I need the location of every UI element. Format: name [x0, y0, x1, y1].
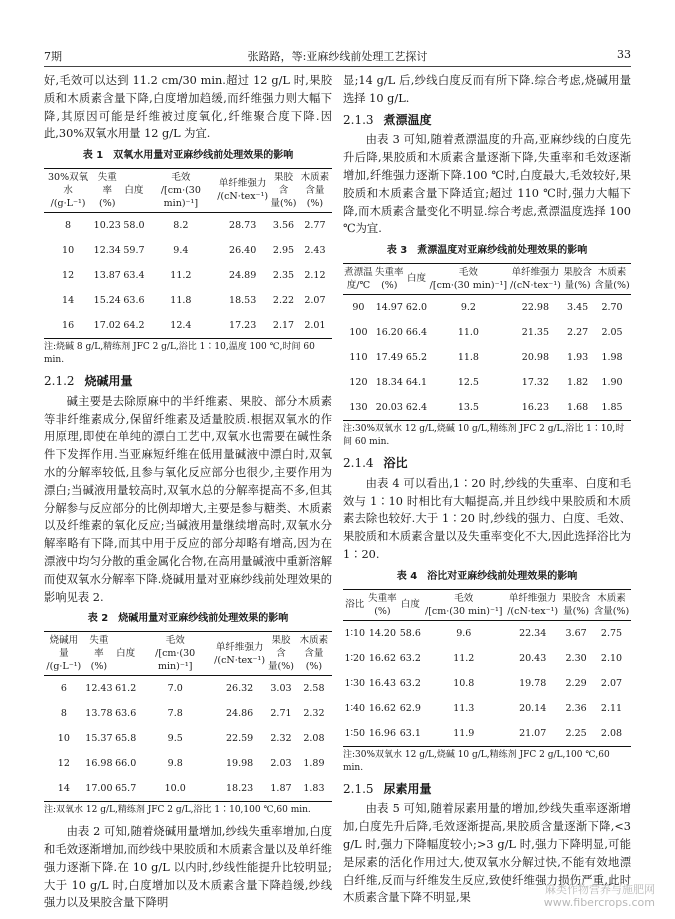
running-header [44, 48, 631, 66]
table-cell: 65.7 [115, 783, 137, 795]
table-cell: 7.0 [167, 683, 183, 695]
left-column [44, 72, 332, 912]
table-cell: 2.30 [565, 652, 587, 664]
table-cell: 17.00 [85, 783, 113, 795]
table-cell: 1.98 [601, 351, 623, 363]
table-cell: 2.36 [565, 702, 587, 714]
column-header: 白度 [406, 273, 426, 285]
table-cell: 63.6 [115, 708, 137, 720]
table-cell: 16.62 [368, 702, 397, 714]
table-cell: 12.43 [85, 683, 113, 695]
table-cell: 17.23 [229, 319, 257, 331]
table-cell: 8.2 [173, 219, 189, 231]
table-cell: 11.8 [170, 294, 192, 306]
table-row [44, 726, 332, 751]
column-header: 木质素 含量(%) [299, 635, 329, 673]
paragraph: 好,毛效可以达到 11.2 cm/30 min.超过 12 g/L 时,果胶质和木质素含量下降,白度增加趋缓,而纤维强力则大幅下降,其原因可能是纤维被过度氧化,纤维聚合度下降.因此,30%双氧水用量 12 g/L 为宜. [44, 74, 332, 141]
column-header: 烧碱用量 /(g·L⁻¹) [46, 635, 82, 673]
section-title: 煮漂温度 [383, 112, 432, 127]
table-cell: 62.9 [399, 702, 421, 714]
table-cell: 3.67 [565, 627, 587, 639]
table-3-note: 注:30%双氧水 12 g/L,烧碱 10 g/L,精练剂 JFC 2 g/L,浴比 1∶10,时间 60 min. [343, 423, 625, 447]
table-cell: 16.96 [368, 727, 397, 739]
table-cell: 2.77 [304, 219, 326, 231]
paragraph: 由表 3 可知,随着煮漂温度的升高,亚麻纱线的白度先升后降,果胶质和木质素含量逐渐下降,失重率和毛效逐渐增加,纤维强力逐渐下降.100 ℃时,白度最大,毛效较好,果胶质和木质素含量下降适宜;超过 110 ℃时,强力大幅下降,而木质素含量变化不明显.综合考虑,煮漂温度选择 100 ℃为宜. [343, 133, 631, 236]
table-4-caption: 表 4 浴比对亚麻纱线前处理效果的影响 [396, 570, 578, 582]
table-cell: 9.2 [460, 301, 476, 313]
table-cell: 15.24 [93, 294, 121, 306]
table-cell: 66.4 [405, 326, 428, 338]
table-4-note: 注:30%双氧水 12 g/L,烧碱 10 g/L,精练剂 JFC 2 g/L,100 ℃,60 min. [343, 749, 610, 773]
table-cell: 8 [60, 708, 67, 720]
column-header: 木质素 含量(%) [593, 592, 630, 617]
table-cell: 9.6 [456, 627, 472, 639]
table-cell: 12.4 [170, 319, 192, 331]
table-cell: 24.89 [229, 269, 257, 281]
table-cell: 63.2 [399, 652, 421, 664]
table-cell: 1.90 [601, 376, 623, 388]
column-header: 白度 [124, 184, 144, 196]
table-cell: 1.87 [270, 783, 292, 795]
table-cell: 11.3 [453, 702, 475, 714]
section-title: 尿素用量 [383, 781, 432, 796]
table-cell: 7.8 [167, 708, 183, 720]
table-cell: 66.0 [115, 758, 137, 770]
paragraph: 显;14 g/L 后,纱线白度反而有所下降.综合考虑,烧碱用量选择 10 g/L. [343, 74, 631, 105]
table-cell: 63.6 [123, 294, 145, 306]
table-cell: 21.35 [521, 326, 549, 338]
table-cell: 13.87 [93, 269, 121, 281]
table-cell: 1∶20 [344, 652, 366, 664]
table-cell: 63.2 [399, 677, 421, 689]
table-row [44, 288, 332, 313]
table-cell: 2.08 [600, 727, 623, 739]
table-cell: 2.70 [601, 301, 623, 313]
table-cell: 22.59 [226, 733, 254, 745]
table-cell: 2.12 [304, 269, 326, 281]
table-row [343, 696, 631, 721]
table-cell: 11.2 [170, 269, 192, 281]
column-header: 失重率 (%) [375, 266, 404, 291]
table-cell: 12 [62, 269, 75, 281]
column-header: 白度 [116, 648, 136, 660]
table-cell: 17.02 [93, 319, 121, 331]
page-number: 33 [617, 48, 631, 61]
table-cell: 65.8 [115, 733, 137, 745]
table-cell: 2.03 [270, 758, 292, 770]
table-cell: 58.0 [123, 219, 145, 231]
table-cell: 1∶10 [344, 627, 366, 639]
table-row [343, 345, 631, 370]
column-header: 单纤维强力 /(cN·tex⁻¹) [509, 266, 561, 291]
column-header: 单纤维强力 /(cN·tex⁻¹) [507, 592, 559, 617]
table-cell: 13.5 [457, 401, 479, 413]
table-cell: 26.32 [226, 683, 254, 695]
table-row [343, 671, 631, 696]
table-4 [343, 589, 631, 747]
table-cell: 10 [57, 733, 70, 745]
table-cell: 13.78 [85, 708, 113, 720]
table-cell: 8 [65, 219, 72, 231]
table-cell: 10.8 [453, 677, 475, 689]
table-cell: 20.14 [519, 702, 547, 714]
table-cell: 11.9 [453, 727, 475, 739]
watermark-url: www.fibercrops.com [543, 896, 655, 909]
table-cell: 100 [349, 326, 368, 338]
column-header: 白度 [400, 599, 420, 611]
column-header: 失重率 (%) [89, 635, 109, 673]
table-2-note: 注:双氧水 12 g/L,精练剂 JFC 2 g/L,浴比 1∶10,100 ℃,60 min. [44, 805, 311, 816]
table-cell: 59.7 [123, 244, 145, 256]
table-3-caption: 表 3 煮漂温度对亚麻纱线前处理效果的影响 [386, 245, 588, 257]
table-row [343, 721, 631, 747]
table-1-note: 注:烧碱 8 g/L,精练剂 JFC 2 g/L,浴比 1∶10,温度 100 ℃,时间 60 min. [44, 341, 315, 365]
table-cell: 15.37 [85, 733, 113, 745]
column-header: 30%双氧水 /(g·L⁻¹) [48, 171, 89, 209]
table-cell: 120 [349, 376, 368, 388]
table-cell: 9.5 [167, 733, 183, 745]
column-header: 木质素 含量(%) [594, 266, 630, 291]
table-cell: 2.43 [304, 244, 326, 256]
table-1-caption: 表 1 双氧水用量对亚麻纱线前处理效果的影响 [82, 150, 294, 162]
table-cell: 61.2 [115, 683, 137, 695]
table-cell: 11.8 [457, 351, 479, 363]
table-cell: 63.4 [123, 269, 145, 281]
table-cell: 19.98 [226, 758, 254, 770]
table-cell: 14 [57, 783, 70, 795]
table-cell: 63.1 [399, 727, 421, 739]
table-cell: 1.93 [567, 351, 589, 363]
table-header-row [343, 263, 631, 294]
watermark [544, 883, 655, 909]
table-row [343, 620, 631, 646]
table-cell: 14 [62, 294, 75, 306]
table-cell: 14.20 [368, 627, 397, 639]
table-cell: 2.10 [600, 652, 623, 664]
table-cell: 21.07 [519, 727, 547, 739]
table-3 [343, 263, 631, 421]
table-row [44, 776, 332, 802]
table-cell: 3.03 [270, 683, 292, 695]
table-2 [44, 631, 332, 802]
table-cell: 2.27 [567, 326, 589, 338]
table-cell: 2.75 [600, 627, 623, 639]
table-cell: 26.40 [229, 244, 257, 256]
paragraph: 由表 2 可知,随着烧碱用量增加,纱线失重率增加,白度和毛效逐渐增加,而纱线中果胶质和木质素含量以及单纤维强力逐渐下降.在 10 g/L 以内时,纱线性能提升比较明显;大于 10 g/L 时,白度增加以及木质素含量下降趋缓,纱线强力以及果胶含量下降明 [44, 825, 332, 910]
table-cell: 18.53 [229, 294, 257, 306]
table-header-row [343, 589, 631, 620]
section-title: 浴比 [383, 455, 408, 470]
section-number: 2.1.4 [343, 455, 374, 470]
table-1 [44, 168, 332, 339]
table-cell: 16.20 [375, 326, 403, 338]
table-cell: 130 [349, 401, 368, 413]
column-header: 失重率 (%) [97, 171, 117, 209]
table-cell: 2.32 [303, 708, 325, 720]
column-header: 失重率 (%) [368, 592, 397, 617]
table-cell: 20.03 [375, 401, 403, 413]
table-cell: 62.4 [405, 401, 428, 413]
column-header: 毛效 /[cm·(30 min)⁻¹] [429, 266, 508, 291]
table-cell: 12 [57, 758, 70, 770]
header-rule [44, 66, 631, 67]
table-cell: 1.89 [303, 758, 325, 770]
table-cell: 1∶40 [344, 702, 366, 714]
table-cell: 1.82 [567, 376, 589, 388]
table-row [44, 212, 332, 238]
table-cell: 12.34 [93, 244, 121, 256]
column-header: 果胶含 量(%) [270, 171, 297, 209]
table-cell: 2.32 [270, 733, 292, 745]
table-cell: 14.97 [375, 301, 403, 313]
section-number: 2.1.3 [343, 112, 374, 127]
column-header: 果胶含 量(%) [267, 635, 294, 673]
table-cell: 1.83 [303, 783, 325, 795]
table-cell: 16.62 [368, 652, 397, 664]
table-cell: 2.35 [272, 269, 295, 281]
section-number: 2.1.2 [44, 373, 75, 388]
table-cell: 9.4 [173, 244, 189, 256]
table-cell: 1.68 [567, 401, 589, 413]
table-cell: 2.58 [303, 683, 325, 695]
table-cell: 10 [62, 244, 75, 256]
table-cell: 2.01 [304, 319, 326, 331]
table-cell: 2.22 [272, 294, 295, 306]
table-cell: 2.05 [601, 326, 623, 338]
table-cell: 1∶30 [344, 677, 366, 689]
column-header: 毛效 /[cm·(30 min)⁻¹] [425, 592, 503, 617]
table-cell: 10.0 [164, 783, 186, 795]
section-heading-2-1-4 [343, 455, 631, 473]
table-cell: 9.8 [167, 758, 183, 770]
table-header-row [44, 632, 332, 676]
table-cell: 64.2 [123, 319, 145, 331]
paragraph: 碱主要是去除原麻中的半纤维素、果胶、部分木质素等非纤维素成分,保留纤维素及适量胶质.根据双氧水的作用原理,即使在单纯的漂白工艺中,双氧水也需要在碱性条件下发挥作用.当亚麻短纤维在低用量碱液中漂白时,双氧水的分解率较低,且参与氧化反应部分也很少,主要作用为漂白;当碱液用量较高时,双氧水总的分解率提高不多,但其分解参与反应部分的比例却增大,主要是参与糖类、木质素以及纤维素的氧化反应;当碱液用量继续增高时,双氧水分解率略有下降,而其中用于反应的部分却略有增高,因为在漂液中均匀分散的重金属化合物,在高用量碱液中重新溶解而使双氧水分解率下降.烧碱用量对亚麻纱线前处理效果的影响见表 2. [44, 394, 332, 604]
table-row [44, 751, 332, 776]
column-header: 木质素 含量(%) [300, 171, 330, 209]
issue-number: 7期 [44, 50, 62, 63]
table-cell: 18.34 [375, 376, 403, 388]
column-header: 浴比 [345, 599, 365, 611]
table-row [343, 395, 631, 421]
table-cell: 90 [352, 301, 365, 313]
table-cell: 20.43 [519, 652, 547, 664]
table-cell: 10.23 [93, 219, 121, 231]
table-row [44, 676, 332, 702]
table-row [44, 701, 332, 726]
table-cell: 2.07 [600, 677, 623, 689]
table-cell: 11.0 [457, 326, 479, 338]
table-cell: 22.98 [521, 301, 549, 313]
table-cell: 2.71 [270, 708, 292, 720]
table-cell: 2.17 [272, 319, 295, 331]
table-cell: 19.78 [519, 677, 547, 689]
table-cell: 1.85 [601, 401, 623, 413]
section-title: 烧碱用量 [84, 373, 133, 388]
table-row [343, 646, 631, 671]
table-cell: 6 [60, 683, 67, 695]
section-number: 2.1.5 [343, 781, 374, 796]
table-cell: 1∶50 [344, 727, 366, 739]
column-header: 毛效 /[cm·(30 min)⁻¹] [160, 171, 201, 209]
table-cell: 16.98 [85, 758, 113, 770]
paragraph: 由表 4 可以看出,1∶20 时,纱线的失重率、白度和毛效与 1∶10 时相比有大幅提高,并且纱线中果胶质和木质素去除也较好.大于 1∶20 时,纱线的强力、白度、毛效、果胶质和木质素含量以及失重率变化不大,因此选择浴比为 1∶20. [343, 476, 631, 561]
table-cell: 22.34 [519, 627, 547, 639]
table-cell: 12.5 [457, 376, 479, 388]
table-row [343, 320, 631, 345]
table-cell: 62.0 [405, 301, 428, 313]
table-header-row [44, 168, 332, 212]
watermark-site-name: 麻类作物营养与施肥网 [545, 883, 655, 896]
column-header: 毛效 /[cm·(30 min)⁻¹] [155, 635, 196, 673]
table-cell: 24.86 [226, 708, 254, 720]
right-column [343, 72, 631, 907]
table-row [343, 294, 631, 320]
table-cell: 17.32 [521, 376, 549, 388]
table-cell: 110 [349, 351, 368, 363]
table-row [44, 313, 332, 339]
column-header: 煮漂温 度/℃ [344, 266, 373, 291]
section-heading-2-1-3 [343, 112, 631, 130]
paragraph: 由表 5 可知,随着尿素用量的增加,纱线失重率逐渐增加,白度先升后降,毛效逐渐提高,果胶质含量逐渐下降,<3 g/L 时,强力下降幅度较小;>3 g/L 时,强力下降明显,可能是尿素的活化作用过大,使双氧水分解过快,不能有效地漂白纤维,反而与纤维发生反应,致使纤维强力损伤严重,此时木质素含量下降不明显,果 [343, 802, 631, 905]
column-header: 果胶含 量(%) [561, 592, 591, 617]
table-cell: 3.45 [567, 301, 589, 313]
table-cell: 2.29 [565, 677, 587, 689]
table-row [44, 263, 332, 288]
table-cell: 64.1 [405, 376, 428, 388]
table-row [44, 238, 332, 263]
table-cell: 2.25 [565, 727, 587, 739]
table-2-caption: 表 2 烧碱用量对亚麻纱线前处理效果的影响 [87, 613, 289, 625]
table-cell: 2.07 [304, 294, 326, 306]
section-heading-2-1-2 [44, 373, 332, 391]
table-row [343, 370, 631, 395]
section-heading-2-1-5 [343, 781, 631, 799]
running-title: 张路路，等:亚麻纱线前处理工艺探讨 [247, 50, 428, 63]
table-cell: 16.43 [368, 677, 397, 689]
column-header: 单纤维强力 /(cN·tex⁻¹) [217, 178, 269, 203]
table-cell: 2.11 [600, 702, 623, 714]
table-cell: 18.23 [226, 783, 254, 795]
table-cell: 11.2 [453, 652, 475, 664]
table-cell: 28.73 [229, 219, 257, 231]
table-cell: 3.56 [272, 219, 295, 231]
column-header: 果胶含 量(%) [563, 266, 592, 291]
column-header: 单纤维强力 /(cN·tex⁻¹) [214, 641, 266, 666]
table-cell: 65.2 [405, 351, 428, 363]
table-cell: 20.98 [521, 351, 549, 363]
table-cell: 16.23 [521, 401, 549, 413]
table-cell: 17.49 [375, 351, 403, 363]
table-cell: 16 [62, 319, 75, 331]
table-cell: 58.6 [399, 627, 421, 639]
table-cell: 2.08 [303, 733, 325, 745]
table-cell: 2.95 [272, 244, 295, 256]
